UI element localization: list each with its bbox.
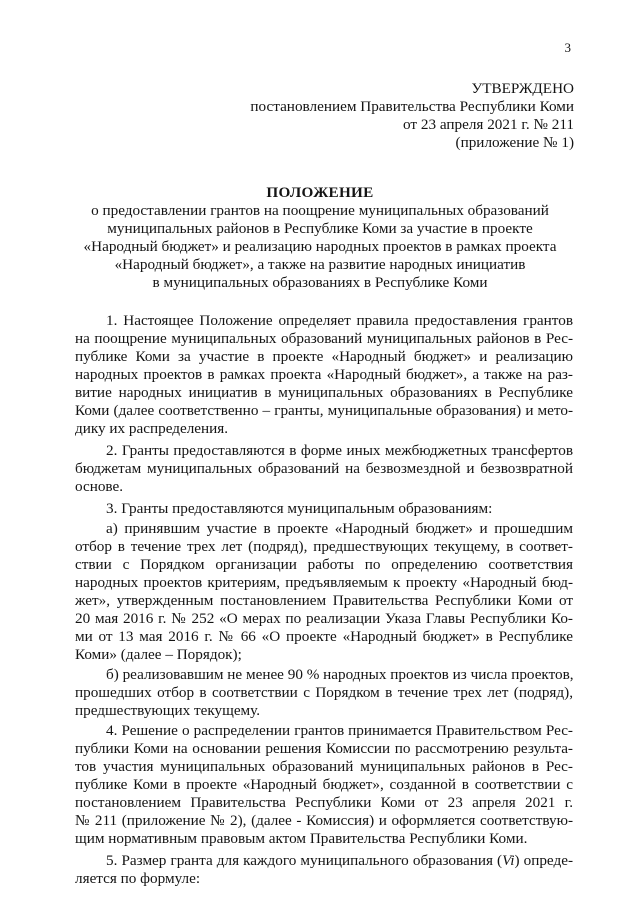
- body-line: на поощрение муниципальных образований муниципальных районов в Рес-: [75, 330, 573, 347]
- body-line: ляется по формуле:: [75, 870, 201, 887]
- body-line: основе.: [75, 478, 124, 495]
- title-line: муниципальных районов в Республике Коми за участие в проекте: [107, 220, 533, 237]
- body-line: 1. Настоящее Положение определяет правила предоставления грантов: [106, 312, 573, 329]
- body-line: публике Коми в проекте «Народный бюджет», созданной в соответствии с: [75, 776, 573, 793]
- body-line: жет», утвержденным постановлением Правительства Республики Коми от: [75, 592, 573, 609]
- document-title: ПОЛОЖЕНИЕ: [266, 184, 374, 201]
- body-line: щим нормативным правовым актом Правительства Республики Коми.: [75, 830, 528, 847]
- body-text: ) опреде-: [514, 852, 573, 869]
- body-line: народных проектов критериям, предъявляемым к проекту «Народный бюд-: [75, 574, 573, 591]
- body-line: 4. Решение о распределении грантов принимается Правительством Рес-: [106, 722, 573, 739]
- body-text: 5. Размер гранта для каждого муниципального образования (: [106, 852, 503, 869]
- body-line: 2. Гранты предоставляются в форме иных межбюджетных трансфертов: [106, 442, 573, 459]
- title-line: о предоставлении грантов на поощрение муниципальных образований: [91, 202, 549, 219]
- body-line: публике Коми за участие в проекте «Народный бюджет» и реализацию: [75, 348, 573, 365]
- body-line: публики Коми на основании решения Комиссии по рассмотрению результа-: [75, 740, 573, 757]
- body-line: постановлением Правительства Республики Коми от 23 апреля 2021 г.: [75, 794, 573, 811]
- title-line: «Народный бюджет», а также на развитие народных инициатив: [114, 256, 526, 273]
- body-line: ствии с Порядком организации работы по определению соответствия: [75, 556, 573, 573]
- body-line: № 211 (приложение № 2), (далее - Комиссия) и оформляется соответствую-: [75, 812, 573, 829]
- body-line: дику их распределения.: [75, 420, 229, 437]
- approval-line: постановлением Правительства Республики Коми: [250, 98, 574, 115]
- body-line: предшествующих текущему.: [75, 702, 261, 719]
- body-line: б) реализовавшим не менее 90 % народных проектов из числа проектов,: [106, 666, 574, 683]
- body-line: прошедших отбор в соответствии с Порядком в течение трех лет (подряд),: [75, 684, 573, 701]
- approval-heading: УТВЕРЖДЕНО: [471, 80, 574, 97]
- approval-line: (приложение № 1): [455, 134, 574, 151]
- body-line: тов участия муниципальных образований муниципальных районов в Рес-: [75, 758, 573, 775]
- body-line: Коми» (далее – Порядок);: [75, 646, 242, 663]
- body-line: народных проектов в рамках проекта «Народный бюджет», а также на раз-: [75, 366, 573, 383]
- body-line: ми от 13 мая 2016 г. № 66 «О проекте «Народный бюджет» в Республике: [75, 628, 573, 645]
- body-line: бюджетам муниципальных образований на безвозмездной и безвозвратной: [75, 460, 573, 477]
- formula-variable: Vi: [502, 852, 515, 869]
- title-line: в муниципальных образованиях в Республике Коми: [152, 274, 488, 291]
- approval-line: от 23 апреля 2021 г. № 211: [403, 116, 574, 133]
- body-line: а) принявшим участие в проекте «Народный бюджет» и прошедшим: [106, 520, 573, 537]
- body-line: отбор в течение трех лет (подряд), предшествующих текущему, в соответ-: [75, 538, 573, 555]
- page-number: 3: [564, 40, 571, 55]
- body-line: 20 мая 2016 г. № 252 «О мерах по реализации Указа Главы Республики Ко-: [75, 610, 573, 627]
- body-line: [106, 852, 573, 870]
- body-line: витие народных инициатив в муниципальных образованиях в Республике: [75, 384, 573, 401]
- title-line: «Народный бюджет» и реализацию народных проектов в рамках проекта: [83, 238, 557, 255]
- body-line: 3. Гранты предоставляются муниципальным образованиям:: [106, 500, 493, 517]
- body-line: Коми (далее соответственно – гранты, муниципальные образования) и мето-: [75, 402, 573, 419]
